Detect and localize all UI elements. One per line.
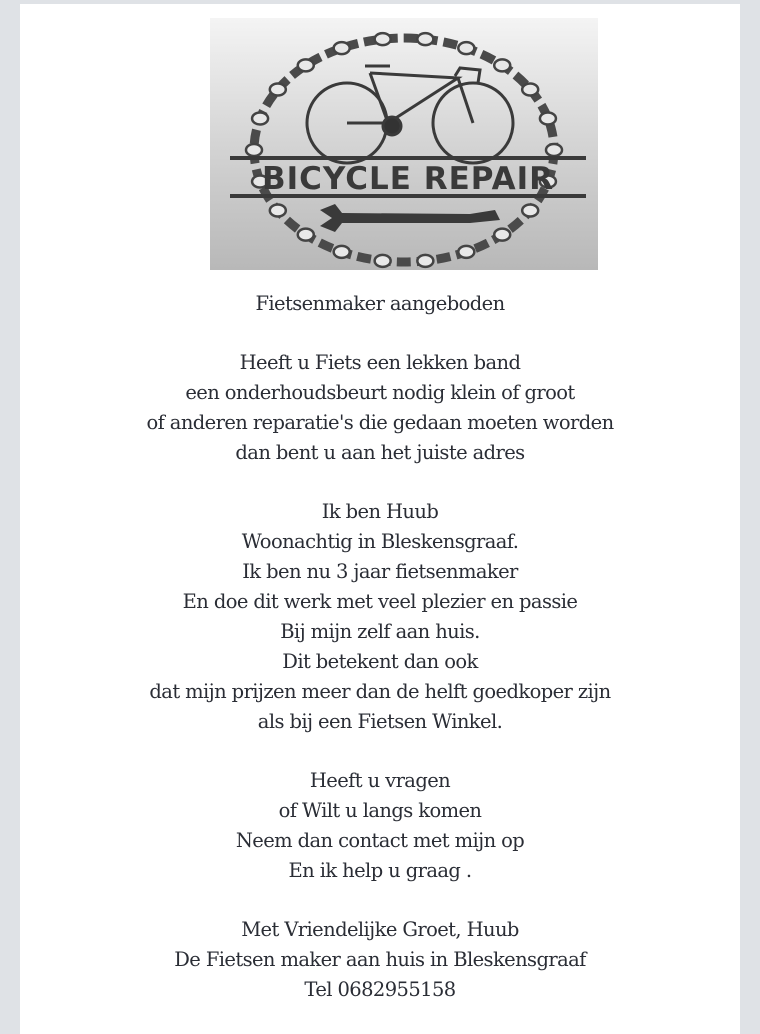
text-line: En doe dit werk met veel plezier en passie: [182, 590, 578, 613]
text-line: Dit betekent dan ook: [282, 650, 478, 673]
chain-link-icon: [334, 246, 350, 258]
chain-link-icon: [375, 255, 391, 267]
chain-link-icon: [494, 229, 510, 241]
flyer-title: Fietsenmaker aangeboden: [255, 292, 505, 315]
chain-link-icon: [522, 205, 538, 217]
text-line: Ik ben nu 3 jaar fietsenmaker: [242, 560, 518, 583]
chain-link-icon: [417, 255, 433, 267]
chain-link-icon: [298, 59, 314, 71]
text-line: of anderen reparatie's die gedaan moeten worden: [146, 411, 614, 434]
chain-link-icon: [522, 83, 538, 95]
logo-text: BICYCLE REPAIR: [261, 161, 555, 197]
chain-link-icon: [270, 205, 286, 217]
text-line: Heeft u vragen: [309, 769, 451, 792]
text-line: een onderhoudsbeurt nodig klein of groot: [185, 381, 575, 404]
chain-link-icon: [252, 112, 268, 124]
chain-link-icon: [270, 83, 286, 95]
chain-link-icon: [458, 246, 474, 258]
text-line: als bij een Fietsen Winkel.: [257, 710, 503, 733]
chain-link-icon: [334, 42, 350, 54]
chain-link-icon: [298, 229, 314, 241]
text-line: of Wilt u langs komen: [278, 799, 482, 822]
chain-link-icon: [417, 33, 433, 45]
text-line: En ik help u graag .: [288, 859, 472, 882]
chain-link-icon: [494, 59, 510, 71]
chain-link-icon: [246, 144, 262, 156]
chain-link-icon: [375, 33, 391, 45]
text-line: dat mijn prijzen meer dan de helft goedkoper zijn: [149, 680, 611, 703]
phone-number: Tel 0682955158: [304, 978, 456, 1001]
text-line: Neem dan contact met mijn op: [235, 829, 525, 852]
signature-line: De Fietsen maker aan huis in Bleskensgraaf: [174, 948, 586, 971]
flyer-text: [0, 289, 760, 1005]
chain-link-icon: [458, 42, 474, 54]
text-line: dan bent u aan het juiste adres: [235, 441, 525, 464]
bicycle-repair-logo: [210, 18, 598, 270]
text-line: Heeft u Fiets een lekken band: [239, 351, 521, 374]
chain-link-icon: [546, 144, 562, 156]
signature-line: Met Vriendelijke Groet, Huub: [241, 918, 519, 941]
text-line: Woonachtig in Bleskensgraaf.: [241, 530, 519, 553]
text-line: Ik ben Huub: [321, 500, 439, 523]
text-line: Bij mijn zelf aan huis.: [280, 620, 480, 643]
chain-link-icon: [540, 112, 556, 124]
